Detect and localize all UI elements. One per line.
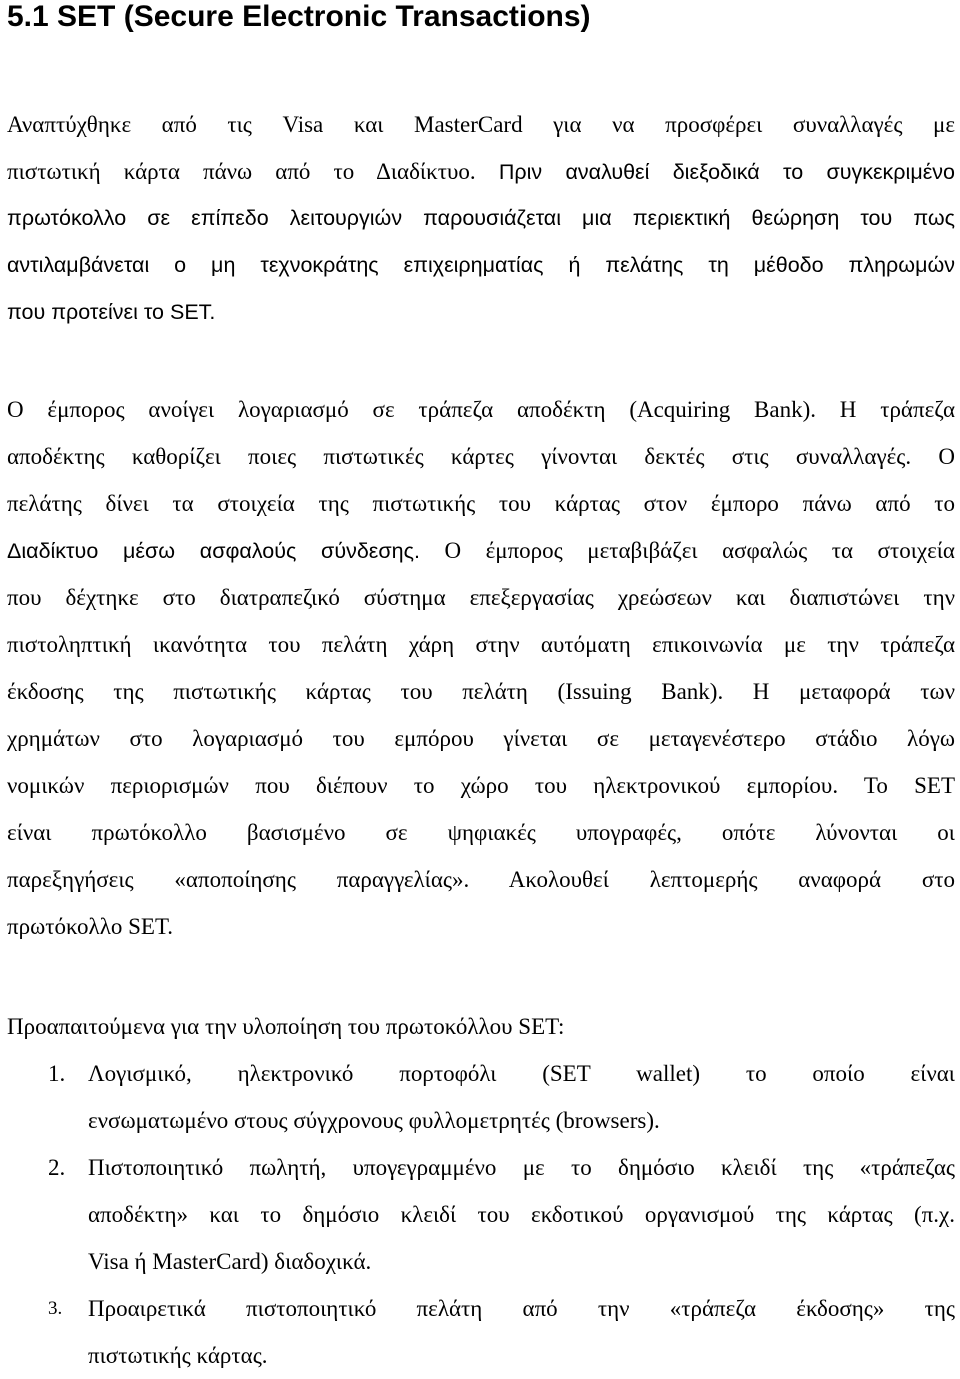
line-segment: Ο έμπορος μεταβιβάζει ασφαλώς τα στοιχεία (419, 538, 955, 563)
list-number: 1. (48, 1061, 66, 1086)
list-item (7, 1144, 955, 1285)
list-item (7, 1050, 955, 1144)
paragraph-line: πρωτόκολλο SET. (7, 914, 174, 939)
list-item (7, 1285, 955, 1379)
paragraph-line: πελάτης δίνει τα στοιχεία της πιστωτικής του κάρτας στον έμπορο πάνω από το (7, 491, 955, 516)
paragraph-line: αντιλαμβάνεται ο μη τεχνοκράτης επιχειρηματίας ή πελάτης τη μέθοδο πληρωμών (7, 253, 955, 277)
process-paragraph (7, 386, 955, 950)
paragraph-line: που προτείνει το SET. (7, 300, 216, 324)
paragraph-line: αποδέκτης καθορίζει ποιες πιστωτικές κάρτες γίνονται δεκτές στις συναλλαγές. Ο (7, 444, 955, 469)
paragraph-line: παρεξηγήσεις «αποποίησης παραγγελίας». Ακολουθεί λεπτομερής αναφορά στο (7, 867, 955, 892)
list-item-line: ενσωματωμένο στους σύγχρονους φυλλομετρητές (browsers). (88, 1108, 660, 1133)
paragraph-line: πρωτόκολλο σε επίπεδο λειτουργιών παρουσιάζεται μια περιεκτική θεώρηση του πως (7, 206, 955, 230)
section-heading: 5.1 SET (Secure Electronic Transactions) (7, 0, 591, 33)
list-item-line: Πιστοποιητικό πωλητή, υπογεγραμμένο με το δημόσιο κλειδί της «τράπεζας (88, 1155, 955, 1180)
list-item-line: Visa ή MasterCard) διαδοχικά. (88, 1249, 372, 1274)
paragraph-line: χρημάτων στο λογαριασμό του εμπόρου γίνεται σε μεταγενέστερο στάδιο λόγω (7, 726, 955, 751)
paragraph-line: που δέχτηκε στο διατραπεζικό σύστημα επεξεργασίας χρεώσεων και διαπιστώνει την (7, 585, 955, 610)
paragraph-line: νομικών περιορισμών που διέπουν το χώρο του ηλεκτρονικού εμπορίου. Το SET (7, 773, 955, 798)
list-number: 3. (48, 1298, 63, 1319)
paragraph-line: πιστοληπτική ικανότητα του πελάτη χάρη στην αυτόματη επικοινωνία με την τράπεζα (7, 632, 955, 657)
intro-paragraph (7, 101, 955, 336)
paragraph-line: είναι πρωτόκολλο βασισμένο σε ψηφιακές υπογραφές, οπότε λύνονται οι (7, 820, 955, 845)
line-segment: Διαδίκτυο μέσω ασφαλούς σύνδεσης. (7, 539, 420, 563)
prerequisites-list (7, 1050, 955, 1379)
line-segment: Πριν αναλυθεί διεξοδικά το συγκεκριμένο (475, 160, 955, 184)
paragraph-line: Αναπτύχθηκε από τις Visa και MasterCard για να προσφέρει συναλλαγές με (7, 112, 955, 137)
list-number: 2. (48, 1155, 66, 1180)
line-segment: πιστωτική κάρτα πάνω από το Διαδίκτυο. (7, 159, 476, 184)
prerequisites-heading (7, 1003, 955, 1050)
paragraph-line: έκδοσης της πιστωτικής κάρτας του πελάτη (Issuing Bank). Η μεταφορά των (7, 679, 955, 704)
list-item-line: αποδέκτη» και το δημόσιο κλειδί του εκδοτικού οργανισμού της κάρτας (π.χ. (88, 1202, 955, 1227)
paragraph-line (7, 148, 955, 195)
prerequisites-heading-text: Προαπαιτούμενα για την υλοποίηση του πρωτοκόλλου SET: (7, 1014, 565, 1039)
paragraph-line (7, 527, 955, 574)
list-item-line: Προαιρετικά πιστοποιητικό πελάτη από την «τράπεζα έκδοσης» της (88, 1296, 955, 1321)
list-item-line: Λογισμικό, ηλεκτρονικό πορτοφόλι (SET wallet) το οποίο είναι (88, 1061, 955, 1086)
list-item-line: πιστωτικής κάρτας. (88, 1343, 268, 1368)
paragraph-line: Ο έμπορος ανοίγει λογαριασμό σε τράπεζα αποδέκτη (Acquiring Bank). Η τράπεζα (7, 397, 955, 422)
